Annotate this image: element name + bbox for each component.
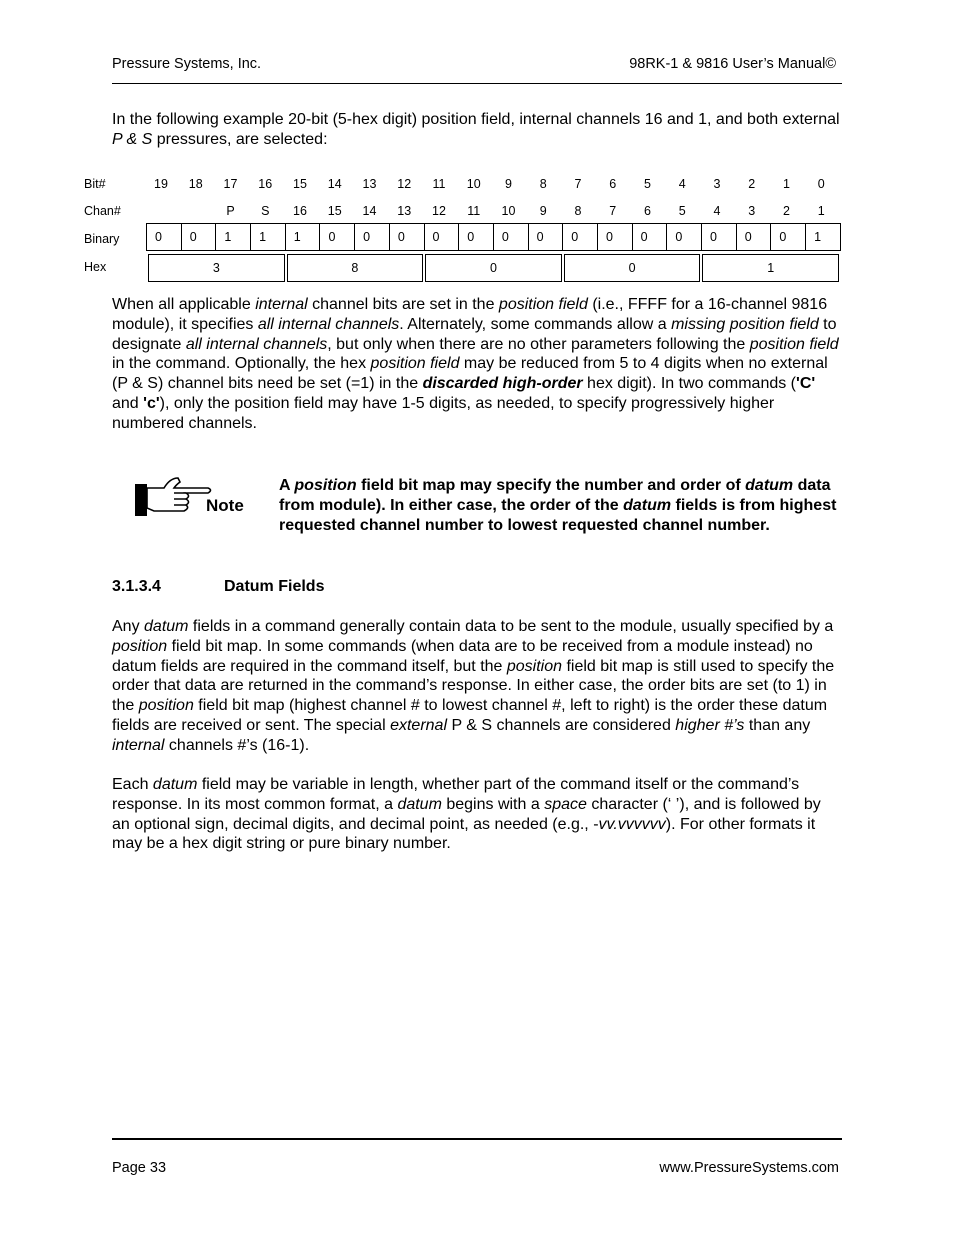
- hex-digit-cell: 0: [425, 254, 562, 282]
- intro-text: In the following example 20-bit (5-hex digit) position field, internal channels 16 and 1, and both external: [112, 111, 840, 128]
- note-label: Note: [206, 496, 244, 515]
- binary-row: [147, 224, 841, 251]
- note-text: A position field bit map may specify the number and order of datum data from module). In either case, the order of the datum fields is from highest requested channel number to lowest requested channel number.: [279, 477, 837, 534]
- footer-website: www.PressureSystems.com: [659, 1160, 839, 1176]
- channel-cell: 2: [783, 204, 790, 218]
- binary-cell: 0: [736, 224, 771, 251]
- channel-cell: 9: [539, 204, 547, 218]
- intro-paragraph: [112, 110, 842, 150]
- hex-digit-cell: 0: [564, 254, 701, 282]
- binary-cell: 0: [355, 224, 390, 251]
- bit-number-cell: 6: [609, 177, 617, 191]
- binary-cell: 1: [216, 224, 251, 251]
- intro-text-end: pressures, are selected:: [152, 130, 328, 148]
- binary-cell: 0: [563, 224, 598, 251]
- binary-cell: 0: [147, 224, 182, 251]
- binary-cell: 0: [181, 224, 216, 251]
- binary-cell: 1: [285, 224, 320, 251]
- channel-cell: 10: [501, 204, 516, 218]
- binary-cell: 1: [806, 224, 841, 251]
- bit-number-cell: 8: [539, 177, 547, 191]
- section-number: 3.1.3.4: [112, 578, 161, 595]
- binary-cell: 0: [702, 224, 737, 251]
- datum-fields-paragraph: Any datum fields in a command generally contain data to be sent to the module, usually specified by a position field bit map. In some commands (when data are to be received from a module instead) no datum fields are required in the command itself, but the position field bit map is still used to specify the order that data are returned in the command’s response. In either case, the order bits are set (to 1) in the position field bit map (highest channel # to lowest channel #, left to right) is the order these datum fields are received or sent. The special external P & S channels are considered higher #’s than any internal channels #’s (16-1).: [112, 618, 835, 754]
- channel-cell: 6: [644, 204, 651, 218]
- hex-digit-cell: 8: [287, 254, 424, 282]
- bit-number-cell: 15: [293, 177, 307, 191]
- binary-cell: 0: [459, 224, 494, 251]
- bit-number-cell: 17: [223, 177, 238, 191]
- binary-cell: 0: [667, 224, 702, 251]
- binary-row-table: [146, 223, 841, 251]
- bit-number-cell: 2: [748, 177, 756, 191]
- bit-number-cell: 11: [432, 177, 446, 191]
- channel-cell: 14: [362, 204, 377, 218]
- binary-cell: 0: [597, 224, 632, 251]
- binary-cell: 0: [771, 224, 806, 251]
- channel-cell: 11: [467, 204, 481, 218]
- row-label-chan: Chan#: [84, 204, 121, 218]
- channel-cell: 13: [397, 204, 412, 218]
- hex-digit-cell: 3: [148, 254, 285, 282]
- bit-number-cell: 18: [188, 177, 203, 191]
- bit-number-cell: 1: [783, 177, 790, 191]
- position-field-paragraph: When all applicable internal channel bits are set in the position field (i.e., FFFF for a 16-channel 9816 module), it specifies all internal channels. Alternately, some commands allow a missing position field to designate all internal channels, but only when there are no other parameters following the position field in the command. Optionally, the hex position field may be reduced from 5 to 4 digits when no external (P & S) channel bits need be set (=1) in the discarded high-order hex digit). In two commands ('C' and 'c'), only the position field may have 1-5 digits, as needed, to specify progressively higher numbered channels.: [112, 296, 839, 432]
- channel-cell: 15: [327, 204, 342, 218]
- section-title: Datum Fields: [224, 578, 325, 595]
- footer-rule: [112, 1138, 842, 1140]
- hex-row: [148, 254, 839, 282]
- bit-number-cell: 9: [505, 177, 512, 191]
- header-rule: [112, 83, 842, 84]
- bit-number-cell: 0: [817, 177, 825, 191]
- channel-cell: 1: [817, 204, 825, 218]
- channel-cell: P: [226, 204, 235, 218]
- bit-number-cell: 16: [258, 177, 273, 191]
- channel-cell: 16: [293, 204, 307, 218]
- binary-cell: 0: [632, 224, 667, 251]
- hex-row-table: [146, 252, 841, 284]
- binary-cell: 0: [320, 224, 355, 251]
- channel-cell: 4: [713, 204, 721, 218]
- bit-number-cell: 7: [574, 177, 582, 191]
- page-number: Page 33: [112, 1160, 167, 1176]
- channel-cell: 5: [678, 204, 686, 218]
- intro-italic: P & S: [112, 130, 153, 148]
- channel-cell: 3: [748, 204, 756, 218]
- header-manual-title: 98RK-1 & 9816 User’s Manual©: [629, 56, 836, 72]
- binary-cell: 0: [493, 224, 528, 251]
- pointing-hand-icon: [134, 474, 214, 519]
- binary-cell: 1: [251, 224, 286, 251]
- bit-number-cell: 19: [154, 177, 168, 191]
- channel-cell: S: [261, 204, 270, 218]
- bit-number-cell: 3: [713, 177, 721, 191]
- bit-number-cell: 12: [397, 177, 412, 191]
- bit-number-cell: 4: [678, 177, 686, 191]
- row-label-binary: Binary: [84, 232, 120, 246]
- binary-cell: 0: [528, 224, 563, 251]
- bit-number-cell: 13: [362, 177, 377, 191]
- datum-format-paragraph: Each datum field may be variable in length, whether part of the command itself or the command’s response. In its most common format, a datum begins with a space character (‘ ’), and is followed by an optional sign, decimal digits, and decimal point, as needed (e.g., -vv.vvvvvv). For other formats it may be a hex digit string or pure binary number.: [112, 776, 821, 853]
- channel-cell: 7: [609, 204, 617, 218]
- bit-number-cell: 10: [466, 177, 481, 191]
- binary-cell: 0: [389, 224, 424, 251]
- channel-cell: 8: [574, 204, 582, 218]
- binary-cell: 0: [424, 224, 459, 251]
- header-company: Pressure Systems, Inc.: [112, 56, 262, 72]
- channel-cell: 12: [432, 204, 446, 218]
- row-label-hex: Hex: [84, 260, 107, 274]
- bit-number-cell: 14: [327, 177, 342, 191]
- bit-number-cell: 5: [644, 177, 651, 191]
- hex-digit-cell: 1: [702, 254, 839, 282]
- row-label-bit: Bit#: [84, 177, 106, 191]
